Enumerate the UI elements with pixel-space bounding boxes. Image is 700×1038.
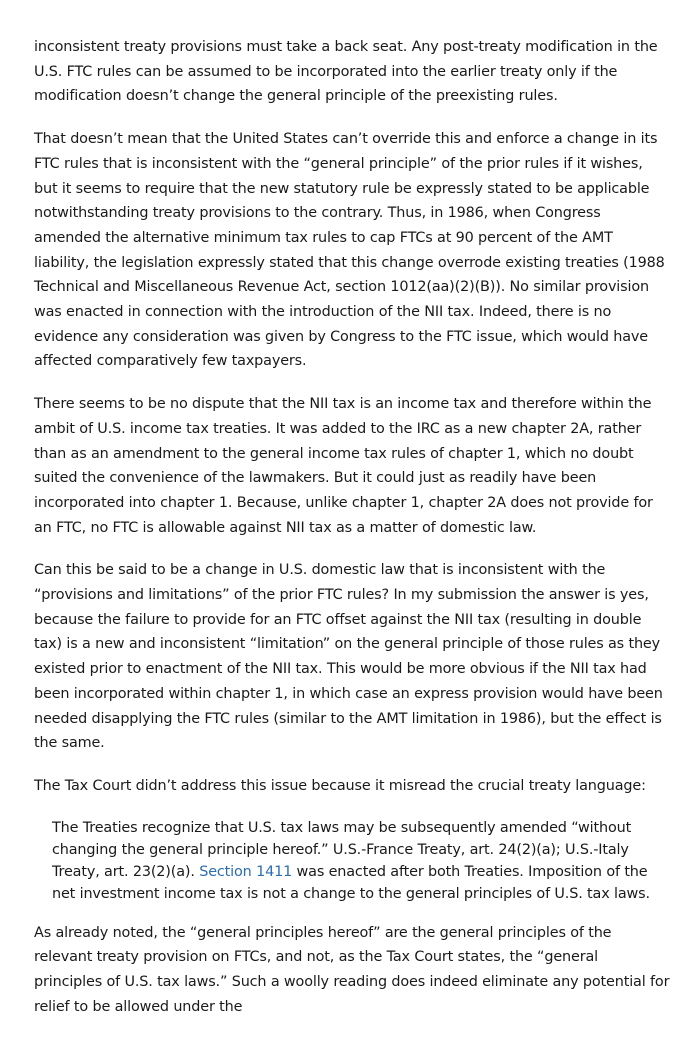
quote-text-after-link: was enacted after both Treaties. Imposition of the net investment income tax is not a change to the general principles of U.S. tax laws. <box>52 863 650 902</box>
paragraph-domestic-law-change: Can this be said to be a change in U.S. domestic law that is inconsistent with the “provisions and limitations” of the prior FTC rules? In my submission the answer is yes, because the failure to provide for an FTC offset against the NII tax (resulting in double tax) is a new and inconsistent “limitation” on the general principle of those rules as they existed prior to enactment of the NII tax. This would be more obvious if the NII tax had been incorporated within chapter 1, in which case an express provision would have been needed disapplying the FTC rules (similar to the AMT limitation in 1986), but the effect is the same. <box>34 562 663 752</box>
section-1411-link[interactable]: Section 1411 <box>199 863 293 880</box>
quote-text-before-link: The Treaties recognize that U.S. tax laws may be subsequently amended “without changing the general principle hereof.” U.S.-France Treaty, art. 24(2)(a); U.S.-Italy Treaty, art. 23(2)(a). <box>52 819 632 880</box>
paragraph-treaty-modification: inconsistent treaty provisions must take a back seat. Any post-treaty modification in the U.S. FTC rules can be assumed to be incorporated into the earlier treaty only if the modification doesn’t change the general principle of the preexisting rules. <box>34 39 658 105</box>
tax-court-quote <box>34 817 670 905</box>
paragraph-tax-court-misread: The Tax Court didn’t address this issue because it misread the crucial treaty language: <box>34 777 646 794</box>
paragraph-us-override: That doesn’t mean that the United States can’t override this and enforce a change in its FTC rules that is inconsistent with the “general principle” of the prior rules if it wishes, but it seems to require that the new statutory rule be expressly stated to be applicable notwithstanding treaty provisions to the contrary. Thus, in 1986, when Congress amended the alternative minimum tax rules to cap FTCs at 90 percent of the AMT liability, the legislation expressly stated that this change overrode existing treaties (1988 Technical and Miscellaneous Revenue Act, section 1012(aa)(2)(B)). No similar provision was enacted in connection with the introduction of the NII tax. Indeed, there is no evidence any consideration was given by Congress to the FTC issue, which would have affected comparatively few taxpayers. <box>34 131 665 370</box>
article-body <box>34 35 670 1038</box>
paragraph-nii-income-tax: There seems to be no dispute that the NII tax is an income tax and therefore within the ambit of U.S. income tax treaties. It was added to the IRC as a new chapter 2A, rather than as an amendment to the general income tax rules of chapter 1, which no doubt suited the convenience of the lawmakers. But it could just as readily have been incorporated into chapter 1. Because, unlike chapter 1, chapter 2A does not provide for an FTC, no FTC is allowable against NII tax as a matter of domestic law. <box>34 396 653 536</box>
paragraph-general-principles: As already noted, the “general principles hereof” are the general principles of the relevant treaty provision on FTCs, and not, as the Tax Court states, the “general principles of U.S. tax laws.” Such a woolly reading does indeed eliminate any potential for relief to be allowed under the <box>34 924 670 1015</box>
